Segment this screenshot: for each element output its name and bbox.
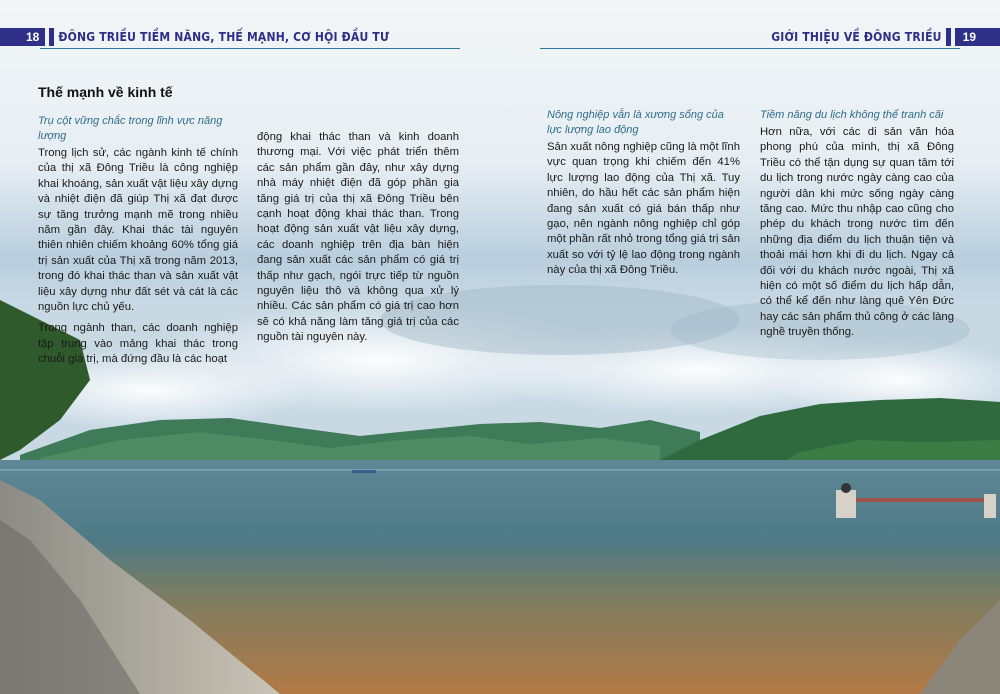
right-running-title: GIỚI THIỆU VỀ ĐÔNG TRIỀU: [771, 30, 942, 44]
left-page-header: [0, 28, 389, 46]
left-running-title: ĐÔNG TRIỀU TIỀM NĂNG, THẾ MẠNH, CƠ HỘI ĐẦU TƯ: [58, 30, 390, 44]
right-page-header: [771, 28, 1000, 46]
paragraph: Trong ngành than, các doanh nghiệp tập trung vào mảng khai thác trong chuỗi giá trị, mà đứng đầu là các hoạt: [38, 322, 238, 366]
subheading-agriculture: Nông nghiệp vẫn là xương sống của lực lượng lao động: [547, 109, 724, 136]
right-page-number: 19: [955, 28, 1000, 46]
column-energy-continued: [257, 130, 459, 352]
paragraph: Sản xuất nông nghiệp cũng là một lĩnh vực quan trọng khi chiếm đến 41% lực lượng lao động của Thị xã. Tuy nhiên, do hầu hết các sản phẩm hiện đang sản xuất có giá bán thấp như gạo, nên ngành nông nghiệp chỉ góp một phần rất nhỏ trong tổng giá trị sản xuất so với tỷ lệ lao động trong ngành này của thị xã Đông Triều.: [547, 141, 740, 277]
left-header-rule: [40, 48, 460, 49]
subheading-tourism: Tiềm năng du lịch không thể tranh cãi: [760, 109, 944, 121]
section-title: Thế mạnh về kinh tế: [38, 84, 173, 100]
left-page-number: 18: [0, 28, 45, 46]
right-header-rule: [540, 48, 960, 49]
column-agriculture: [547, 108, 740, 285]
column-energy: [38, 114, 238, 374]
subheading-energy: Trụ cột vững chắc trong lĩnh vực năng lượng: [38, 115, 223, 142]
column-tourism: [760, 108, 954, 347]
paragraph: động khai thác than và kinh doanh thương mại. Với việc phát triển thêm các sản phẩm gần đây, như xây dựng nhà máy nhiệt điện đã góp phần gia tăng giá trị của thị xã Đông Triều bên cạnh hoạt động khai thác than. Trong hoạt động sản xuất vật liệu xây dựng, các doanh nghiệp trên địa bàn hiện đang sản xuất các sản phẩm có giá trị thấp như gạch, ngói trực tiếp từ nguồn nguyên liệu thô và không qua xử lý nhiều. Các sản phẩm có giá trị cao hơn sẽ có khả năng làm tăng giá trị của các nguồn tài nguyên này.: [257, 131, 459, 344]
paragraph: Trong lịch sử, các ngành kinh tế chính của thị xã Đông Triều là công nghiệp khai khoáng, sản xuất vật liệu xây dựng và nhiệt điện đã giúp Thị xã đạt được sự tăng trưởng mạnh mẽ trong nhiều năm gần đây. Khai thác tài nguyên thiên nhiên chiếm khoảng 60% tổng giá trị sản xuất của Thị xã trong năm 2013, trong đó khai thác than và sản xuất vật liệu xây dựng như đất sét và cát là các nguồn lực chủ yếu.: [38, 147, 238, 314]
header-marker: [946, 28, 951, 46]
header-marker: [49, 28, 54, 46]
paragraph: Hơn nữa, với các di sản văn hóa phong phú của mình, thị xã Đông Triều có thể tận dụng sự quan tâm tới du lịch trong nước ngày càng cao của người dân khi mức sống ngày càng tăng cao. Mức thu nhập cao cũng cho phép du khách trong nước tìm đến những địa điểm du lịch thuận tiện và thoải mái hơn khi đi du lịch. Ngay cả đối với du khách nước ngoài, Thị xã hiện có một số điểm du lịch hấp dẫn, có thể kể đến như làng quê Yên Đức hay các sản phẩm thủ công ở các làng nghề truyền thống.: [760, 126, 954, 339]
